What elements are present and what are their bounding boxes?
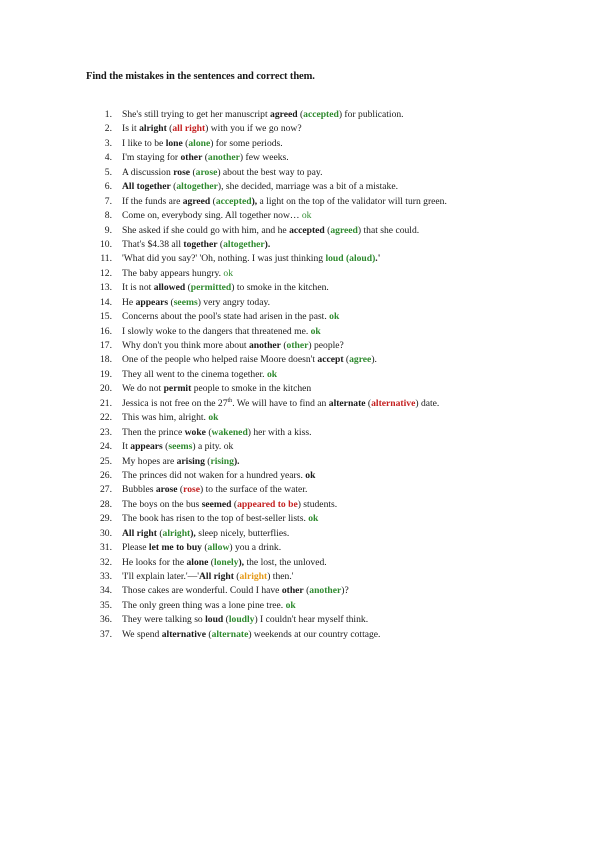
sentence-number: 21. — [100, 397, 112, 409]
correction-word: all right — [172, 123, 206, 135]
sentence-fragment: The only green thing was a lone pine tree. — [122, 599, 286, 611]
mistake-word: arising — [176, 455, 205, 467]
correction-word: other — [286, 340, 309, 351]
sentence-text — [122, 426, 311, 440]
sentence-item — [0, 613, 599, 627]
sentence-fragment: ( — [217, 238, 224, 250]
sentence-text — [122, 483, 307, 497]
sentence-fragment: He looks for the — [122, 556, 187, 568]
sentence-fragment: He — [122, 296, 136, 308]
sentence-fragment: ( — [204, 455, 211, 467]
sentence-fragment: ( — [324, 224, 331, 236]
sentence-number: 34. — [100, 585, 112, 597]
sentence-fragment: ) to the surface of the water. — [200, 484, 308, 496]
sentence-text — [122, 556, 327, 570]
correction-word: ok — [329, 311, 340, 323]
mistake-word: loud — [205, 614, 224, 626]
sentence-item — [0, 527, 599, 541]
correction-word: loud (aloud) — [325, 253, 376, 265]
sentence-fragment: ) with you if we go now? — [205, 123, 302, 135]
sentence-fragment: ( — [190, 166, 196, 178]
sentence-fragment: . We will have to find an — [232, 397, 329, 409]
sentence-fragment: This was him, alright. — [122, 412, 209, 424]
sentence-text — [122, 238, 270, 252]
worksheet-title: Find the mistakes in the sentences and correct them. — [86, 71, 315, 82]
sentence-number: 36. — [100, 614, 112, 626]
sentence-text — [122, 584, 349, 598]
sentence-fragment: 'I'll explain later.'—' — [122, 571, 199, 582]
sentence-number: 4. — [104, 152, 112, 164]
sentence-text — [122, 411, 218, 425]
correction-word: ok — [266, 368, 278, 380]
sentence-fragment: Is it — [122, 123, 140, 135]
sentence-fragment: ( — [156, 527, 163, 539]
sentence-item — [0, 397, 599, 411]
correction-word: ok — [285, 599, 296, 611]
sentence-item — [0, 382, 599, 396]
sentence-text — [122, 281, 329, 295]
sentence-number: 22. — [100, 412, 112, 424]
mistake-word: ), — [251, 195, 258, 207]
sentence-fragment: It — [122, 441, 131, 453]
sentence-fragment: ( — [365, 397, 372, 409]
sentence-fragment: ) I couldn't hear myself think. — [254, 614, 369, 626]
sentence-fragment: We spend — [122, 628, 162, 640]
sentence-number: 23. — [100, 426, 112, 438]
sentence-item — [0, 570, 599, 584]
sentence-item — [0, 310, 599, 324]
sentence-number: 26. — [100, 469, 112, 481]
sentence-item — [0, 556, 599, 570]
sentence-item — [0, 469, 599, 483]
mistake-word: ok — [305, 469, 316, 481]
sentence-text — [122, 224, 419, 238]
sentence-number: 25. — [100, 455, 112, 467]
sentence-list — [0, 108, 599, 642]
sentence-fragment: ( — [170, 181, 177, 193]
correction-word: lonely — [213, 556, 239, 568]
sentence-number: 35. — [100, 599, 112, 611]
sentence-item — [0, 238, 599, 252]
sentence-text — [122, 570, 293, 584]
sentence-number: 37. — [100, 628, 112, 640]
sentence-fragment: Concerns about the pool's state had arisen in the past. — [122, 311, 330, 323]
correction-word: altogether — [176, 181, 218, 193]
sentence-fragment: 'What did you say?' 'Oh, nothing. I was just thinking — [122, 253, 326, 265]
sentence-fragment: ) students. — [297, 498, 338, 510]
mistake-word: All right — [122, 527, 157, 539]
mistake-word: All right — [198, 571, 234, 582]
sentence-text — [122, 252, 380, 266]
sentence-fragment: Jessica is not free on the 27 — [122, 397, 228, 409]
correction-word: altogether — [223, 238, 265, 250]
sentence-fragment: If the funds are — [122, 195, 183, 207]
sentence-item — [0, 368, 599, 382]
sentence-fragment: A discussion — [122, 166, 174, 178]
sentence-item — [0, 281, 599, 295]
mistake-word: other — [281, 585, 304, 597]
mistake-word: alternative — [161, 628, 206, 640]
sentence-item — [0, 180, 599, 194]
sentence-item — [0, 267, 599, 281]
sentence-number: 12. — [100, 267, 112, 279]
mistake-word: ). — [264, 238, 271, 250]
sentence-text — [122, 310, 339, 324]
sentence-fragment: She asked if she could go with him, and he — [122, 224, 290, 236]
sentence-fragment: We do not — [122, 383, 164, 395]
mistake-word: appears — [130, 441, 163, 453]
correction-word: another — [207, 152, 240, 164]
sentence-fragment: ( — [231, 498, 238, 510]
sentence-number: 5. — [104, 166, 112, 178]
sentence-text — [122, 397, 439, 411]
sentence-item — [0, 628, 599, 642]
mistake-word: ), — [238, 556, 245, 568]
sentence-fragment: people to smoke in the kitchen — [191, 383, 312, 395]
correction-word: alternative — [371, 397, 416, 409]
mistake-word: other — [180, 152, 203, 164]
correction-word: accepted — [215, 195, 252, 207]
sentence-fragment: ( — [210, 195, 216, 207]
sentence-number: 33. — [100, 571, 112, 582]
correction-word: arose — [195, 166, 218, 178]
sentence-fragment: They were talking so — [122, 614, 206, 626]
sentence-number: 30. — [100, 527, 112, 539]
sentence-text — [122, 440, 233, 454]
mistake-word: woke — [184, 426, 206, 438]
sentence-text — [122, 469, 315, 483]
sentence-number: 1. — [104, 109, 112, 120]
mistake-word: seemed — [201, 498, 232, 510]
sentence-item — [0, 584, 599, 598]
sentence-number: 29. — [100, 513, 112, 525]
sentence-fragment: ) a pity. ok — [192, 441, 234, 453]
sentence-number: 13. — [100, 282, 112, 294]
sentence-item — [0, 426, 599, 440]
sentence-fragment: ( — [202, 152, 208, 164]
sentence-item — [0, 512, 599, 526]
ordinal-suffix: th — [227, 397, 233, 404]
sentence-number: 15. — [100, 311, 112, 323]
sentence-fragment: That's $4.38 all — [122, 238, 184, 250]
correction-word: rose — [183, 484, 200, 496]
sentence-item — [0, 296, 599, 310]
sentence-fragment: Bubbles — [122, 484, 156, 496]
correction-word: alone — [188, 137, 211, 149]
sentence-text — [122, 296, 270, 310]
sentence-number: 19. — [100, 368, 112, 380]
sentence-fragment: ( — [233, 571, 240, 582]
sentence-item — [0, 209, 599, 223]
sentence-number: 2. — [104, 123, 112, 135]
sentence-fragment: I slowly woke to the dangers that threatened me. — [122, 325, 311, 337]
sentence-fragment: Then the prince — [122, 426, 185, 438]
ok-mark: ok — [301, 210, 312, 222]
sentence-fragment: ) you a drink. — [229, 542, 282, 554]
sentence-fragment: ) date. — [415, 397, 440, 409]
correction-word: alright — [239, 571, 268, 582]
sentence-item — [0, 195, 599, 209]
sentence-fragment: Please — [122, 542, 149, 554]
sentence-number: 24. — [100, 441, 112, 453]
sentence-fragment: She's still trying to get her manuscript — [122, 109, 271, 120]
sentence-number: 17. — [100, 340, 112, 351]
correction-word: loudly — [228, 614, 255, 626]
sentence-fragment: One of the people who helped raise Moore doesn't — [122, 354, 318, 366]
sentence-fragment: ) that she could. — [357, 224, 420, 236]
sentence-number: 14. — [100, 296, 112, 308]
sentence-fragment: I like to be — [122, 137, 166, 149]
mistake-word: .' — [375, 253, 381, 265]
sentence-fragment: ( — [201, 542, 208, 554]
sentence-item — [0, 122, 599, 136]
mistake-word: alright — [139, 123, 167, 135]
sentence-fragment: sleep nicely, butterflies. — [195, 527, 290, 539]
sentence-number: 8. — [104, 210, 112, 222]
sentence-item — [0, 498, 599, 512]
mistake-word: alone — [186, 556, 209, 568]
sentence-fragment: ) to smoke in the kitchen. — [231, 282, 329, 294]
sentence-fragment: ( — [297, 109, 304, 120]
sentence-fragment: ( — [303, 585, 310, 597]
sentence-fragment: ) few weeks. — [239, 152, 289, 164]
mistake-word: accepted — [289, 224, 325, 236]
sentence-item — [0, 599, 599, 613]
sentence-item — [0, 166, 599, 180]
sentence-fragment: ( — [185, 282, 191, 294]
correction-word: ok — [310, 325, 321, 337]
sentence-fragment: ) people? — [308, 340, 344, 351]
sentence-number: 6. — [104, 181, 112, 193]
sentence-fragment: ) for some periods. — [210, 137, 283, 149]
sentence-text — [122, 455, 240, 469]
sentence-text — [122, 613, 368, 627]
correction-word: allow — [207, 542, 230, 554]
sentence-item — [0, 151, 599, 165]
sentence-number: 11. — [100, 253, 112, 265]
sentence-text — [122, 498, 337, 512]
sentence-number: 31. — [100, 542, 112, 554]
mistake-word: agreed — [270, 109, 298, 120]
mistake-word: permit — [163, 383, 192, 395]
sentence-fragment: ) for publication. — [338, 109, 404, 120]
correction-word: appeared to be — [237, 498, 298, 510]
sentence-number: 20. — [100, 383, 112, 395]
sentence-fragment: The princes did not waken for a hundred years. — [122, 469, 306, 481]
correction-word: agree — [349, 354, 372, 366]
sentence-fragment: Those cakes are wonderful. Could I have — [122, 585, 282, 597]
sentence-fragment: Why don't you think more about — [122, 340, 249, 351]
correction-word: ok — [208, 412, 219, 424]
sentence-fragment: ( — [223, 614, 229, 626]
sentence-text — [122, 122, 302, 136]
sentence-fragment: )? — [341, 585, 349, 597]
sentence-text — [122, 541, 281, 555]
sentence-text — [122, 195, 447, 209]
sentence-fragment: I'm staying for — [122, 152, 181, 164]
correction-word: agreed — [330, 224, 358, 236]
sentence-fragment: ) about the best way to pay. — [217, 166, 323, 178]
sentence-fragment: The boys on the bus — [122, 498, 202, 510]
sentence-item — [0, 541, 599, 555]
mistake-word: together — [183, 238, 218, 250]
sentence-fragment: ( — [205, 426, 212, 438]
sentence-number: 16. — [100, 325, 112, 337]
sentence-item — [0, 137, 599, 151]
sentence-fragment: ) very angry today. — [197, 296, 271, 308]
correction-word: alternate — [211, 628, 249, 640]
sentence-text — [122, 166, 322, 180]
sentence-text — [122, 382, 311, 396]
sentence-fragment: ), she decided, marriage was a bit of a mistake. — [217, 181, 399, 193]
sentence-text — [122, 108, 404, 122]
sentence-item — [0, 224, 599, 238]
sentence-fragment: My hopes are — [122, 455, 177, 467]
sentence-number: 7. — [104, 195, 112, 207]
sentence-item — [0, 108, 599, 122]
sentence-fragment: The baby appears hungry. — [122, 267, 224, 279]
sentence-text — [122, 209, 311, 223]
correction-word: alright — [162, 527, 191, 539]
sentence-number: 10. — [100, 238, 112, 250]
sentence-text — [122, 599, 296, 613]
sentence-text — [122, 137, 283, 151]
sentence-fragment: ( — [177, 484, 184, 496]
sentence-item — [0, 339, 599, 353]
correction-word: permitted — [190, 282, 232, 294]
sentence-fragment: ( — [162, 441, 169, 453]
sentence-item — [0, 411, 599, 425]
correction-word: accepted — [303, 109, 339, 120]
mistake-word: let me to buy — [148, 542, 202, 554]
sentence-item — [0, 455, 599, 469]
sentence-fragment: They all went to the cinema together. — [122, 368, 267, 380]
sentence-number: 18. — [100, 354, 112, 366]
sentence-text — [122, 151, 289, 165]
mistake-word: agreed — [182, 195, 211, 207]
sentence-text — [122, 325, 321, 339]
sentence-text — [122, 353, 377, 367]
sentence-fragment: ) weekends at our country cottage. — [248, 628, 381, 640]
correction-word: seems — [168, 441, 193, 453]
sentence-item — [0, 325, 599, 339]
mistake-word: arose — [155, 484, 178, 496]
mistake-word: another — [248, 340, 281, 351]
mistake-word: accept — [317, 354, 344, 366]
sentence-fragment: ) her with a kiss. — [247, 426, 312, 438]
sentence-text — [122, 512, 318, 526]
mistake-word: alternate — [328, 397, 366, 409]
sentence-text — [122, 628, 380, 642]
sentence-text — [122, 267, 233, 281]
sentence-fragment: ( — [280, 340, 287, 351]
sentence-fragment: a light on the top of the validator will turn green. — [257, 195, 447, 207]
sentence-number: 27. — [100, 484, 112, 496]
mistake-word: lone — [165, 137, 183, 149]
sentence-item — [0, 483, 599, 497]
sentence-text — [122, 368, 277, 382]
sentence-fragment: ( — [208, 556, 214, 568]
sentence-number: 9. — [104, 224, 112, 236]
sentence-text — [122, 339, 344, 353]
sentence-fragment: ( — [343, 354, 350, 366]
sentence-number: 3. — [104, 137, 112, 149]
sentence-fragment: ( — [168, 296, 174, 308]
correction-word: seems — [173, 296, 198, 308]
mistake-word: appears — [135, 296, 169, 308]
sentence-fragment: Come on, everybody sing. All together now… — [122, 210, 302, 222]
sentence-number: 32. — [100, 556, 112, 568]
ok-mark: ok — [223, 267, 234, 279]
mistake-word: ), — [190, 527, 196, 539]
sentence-fragment: ) then.' — [267, 571, 294, 582]
sentence-fragment: The book has risen to the top of best-seller lists. — [122, 513, 309, 525]
correction-word: rising — [210, 455, 234, 467]
sentence-item — [0, 440, 599, 454]
correction-word: another — [309, 585, 342, 597]
sentence-fragment: ( — [166, 123, 173, 135]
sentence-fragment: ). — [371, 354, 377, 366]
mistake-word: All together — [122, 181, 171, 193]
sentence-fragment: ( — [182, 137, 189, 149]
mistake-word: ). — [233, 455, 240, 467]
sentence-number: 28. — [100, 498, 112, 510]
correction-word: wakened — [211, 426, 248, 438]
sentence-item — [0, 353, 599, 367]
sentence-text — [122, 527, 289, 541]
mistake-word: rose — [173, 166, 191, 178]
sentence-text — [122, 180, 398, 194]
sentence-item — [0, 252, 599, 266]
sentence-fragment: It is not — [122, 282, 154, 294]
sentence-fragment: the lost, the unloved. — [244, 556, 327, 568]
mistake-word: allowed — [153, 282, 186, 294]
sentence-fragment: ( — [205, 628, 212, 640]
correction-word: ok — [308, 513, 319, 525]
